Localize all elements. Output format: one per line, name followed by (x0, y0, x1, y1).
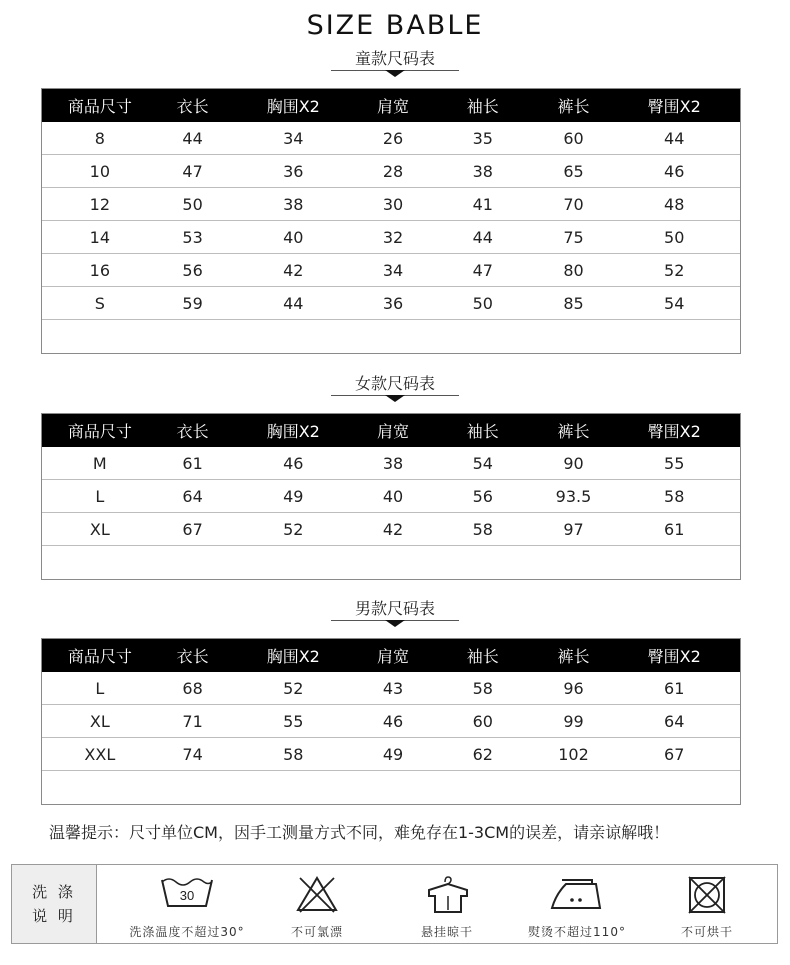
table-cell: L (95, 678, 105, 698)
table-cell: 46 (283, 453, 304, 473)
table-row (42, 221, 740, 254)
column-header: 衣长 (176, 422, 209, 441)
table-cell: 36 (283, 161, 304, 181)
table-cell: 48 (664, 194, 685, 214)
table-cell: 50 (472, 293, 493, 313)
column-header: 臀围X2 (647, 422, 701, 441)
table-cell: 61 (664, 519, 685, 539)
men-subtitle: 男款尺码表 (354, 599, 435, 618)
table-cell: 30 (382, 194, 404, 214)
table-cell: 43 (382, 678, 404, 698)
table-cell: 44 (664, 128, 685, 148)
care-item-iron (512, 865, 642, 943)
table-row (42, 155, 740, 188)
table-row (42, 447, 740, 480)
women-size-table (41, 413, 741, 580)
column-header: 臀围X2 (647, 97, 701, 116)
table-cell: 67 (664, 744, 685, 764)
table-cell: 55 (664, 453, 685, 473)
table-cell: 46 (664, 161, 685, 181)
table-cell: 12 (89, 194, 111, 214)
table-header-row (42, 639, 740, 672)
table-cell: 55 (283, 711, 304, 731)
table-cell: 60 (472, 711, 493, 731)
table-cell: 102 (558, 744, 589, 764)
women-subtitle: 女款尺码表 (354, 374, 435, 393)
care-text-bleach: 不可氯漂 (290, 925, 343, 939)
table-cell: 38 (382, 453, 404, 473)
iron-110-icon (548, 874, 606, 914)
table-cell: 46 (382, 711, 404, 731)
column-header: 裤长 (557, 647, 590, 666)
table-cell: 74 (182, 744, 203, 764)
care-item-wash (122, 865, 252, 943)
table-cell: 36 (382, 293, 404, 313)
table-cell: 96 (563, 678, 584, 698)
table-cell: 34 (283, 128, 304, 148)
table-cell: 80 (563, 260, 584, 280)
care-label-line1: 洗 涤 (32, 883, 76, 901)
table-cell: 50 (664, 227, 685, 247)
column-header: 肩宽 (376, 422, 409, 441)
table-cell: 49 (382, 744, 404, 764)
table-cell: 38 (283, 194, 304, 214)
table-cell: 40 (382, 486, 404, 506)
care-item-hang (382, 865, 512, 943)
column-header: 衣长 (176, 647, 209, 666)
table-cell: 47 (472, 260, 493, 280)
table-row (42, 188, 740, 221)
wash-temp-label: 30 (179, 888, 195, 903)
table-cell: 54 (664, 293, 685, 313)
column-header: 裤长 (557, 97, 590, 116)
column-header: 胸围X2 (266, 97, 320, 116)
wash-30-icon (158, 874, 216, 914)
empty-table-row (42, 320, 740, 353)
column-header: 衣长 (176, 97, 209, 116)
care-text-iron: 熨烫不超过110° (528, 925, 626, 939)
table-cell: 58 (472, 678, 493, 698)
table-header-row (42, 414, 740, 447)
table-cell: 14 (89, 227, 111, 247)
column-header: 胸围X2 (266, 422, 320, 441)
table-cell: 99 (563, 711, 584, 731)
table-cell: 35 (472, 128, 493, 148)
column-header: 裤长 (557, 422, 590, 441)
table-cell: XL (89, 519, 110, 539)
table-cell: 10 (89, 161, 111, 181)
column-header: 袖长 (466, 97, 499, 116)
table-cell: 71 (182, 711, 203, 731)
table-cell: 56 (472, 486, 493, 506)
table-row (42, 287, 740, 320)
page-title: SIZE BABLE (306, 10, 484, 41)
table-cell: 42 (283, 260, 304, 280)
table-cell: XL (89, 711, 110, 731)
care-label (12, 865, 97, 943)
table-cell: XXL (84, 744, 116, 764)
table-cell: 93.5 (555, 486, 592, 506)
table-header-row (42, 89, 740, 122)
table-cell: L (95, 486, 105, 506)
table-cell: 64 (182, 486, 203, 506)
table-cell: 58 (472, 519, 493, 539)
table-cell: 50 (182, 194, 203, 214)
hang-dry-icon (423, 874, 471, 916)
table-cell: 34 (382, 260, 404, 280)
kids-subtitle-arrow (385, 70, 405, 77)
column-header: 肩宽 (376, 97, 409, 116)
table-row (42, 705, 740, 738)
column-header: 袖长 (466, 647, 499, 666)
column-header: 商品尺寸 (67, 422, 132, 441)
table-cell: 70 (563, 194, 584, 214)
column-header: 臀围X2 (647, 647, 701, 666)
table-cell: 28 (382, 161, 404, 181)
table-cell: 16 (89, 260, 111, 280)
table-cell: 85 (563, 293, 584, 313)
table-cell: 32 (382, 227, 404, 247)
table-row (42, 738, 740, 771)
table-cell: 47 (182, 161, 203, 181)
table-cell: 38 (472, 161, 493, 181)
table-cell: 44 (283, 293, 304, 313)
column-header: 商品尺寸 (67, 97, 132, 116)
column-header: 袖长 (466, 422, 499, 441)
no-tumble-dry-icon (685, 874, 729, 916)
empty-table-row (42, 546, 740, 579)
table-cell: 65 (563, 161, 584, 181)
women-subtitle-arrow (385, 395, 405, 402)
table-row (42, 122, 740, 155)
table-cell: 52 (664, 260, 685, 280)
table-cell: 26 (382, 128, 404, 148)
table-cell: 8 (94, 128, 105, 148)
table-cell: 90 (563, 453, 584, 473)
table-cell: M (92, 453, 107, 473)
column-header: 商品尺寸 (67, 647, 132, 666)
table-cell: 42 (382, 519, 404, 539)
table-cell: 97 (563, 519, 584, 539)
table-cell: 64 (664, 711, 685, 731)
table-cell: 61 (664, 678, 685, 698)
table-row (42, 513, 740, 546)
table-cell: 52 (283, 519, 304, 539)
kids-size-table (41, 88, 741, 354)
table-cell: 53 (182, 227, 203, 247)
table-cell: 68 (182, 678, 203, 698)
kids-subtitle: 童款尺码表 (354, 49, 435, 68)
table-cell: 49 (283, 486, 304, 506)
table-cell: 44 (182, 128, 203, 148)
table-row (42, 254, 740, 287)
table-cell: 41 (472, 194, 493, 214)
measurement-note: 温馨提示：尺寸单位CM，因手工测量方式不同，难免存在1-3CM的误差，请亲谅解哦！ (49, 823, 670, 842)
men-size-table (41, 638, 741, 805)
no-bleach-icon (294, 874, 340, 914)
care-item-bleach (252, 865, 382, 943)
care-text-wash: 洗涤温度不超过30° (129, 925, 245, 939)
table-cell: 61 (182, 453, 203, 473)
care-item-dry (642, 865, 772, 943)
empty-table-row (42, 771, 740, 804)
care-text-hang: 悬挂晾干 (420, 925, 473, 939)
column-header: 胸围X2 (266, 647, 320, 666)
table-cell: 58 (664, 486, 685, 506)
care-label-line2: 说 明 (32, 907, 76, 925)
table-cell: 44 (472, 227, 493, 247)
care-text-dry: 不可烘干 (680, 925, 733, 939)
table-row (42, 672, 740, 705)
table-cell: 59 (182, 293, 203, 313)
table-cell: 56 (182, 260, 203, 280)
table-cell: S (94, 293, 105, 313)
table-cell: 52 (283, 678, 304, 698)
table-cell: 60 (563, 128, 584, 148)
table-cell: 54 (472, 453, 493, 473)
table-cell: 67 (182, 519, 203, 539)
column-header: 肩宽 (376, 647, 409, 666)
table-cell: 40 (283, 227, 304, 247)
table-cell: 62 (472, 744, 493, 764)
table-cell: 75 (563, 227, 584, 247)
table-row (42, 480, 740, 513)
men-subtitle-arrow (385, 620, 405, 627)
table-cell: 58 (283, 744, 304, 764)
care-instructions (11, 864, 778, 944)
